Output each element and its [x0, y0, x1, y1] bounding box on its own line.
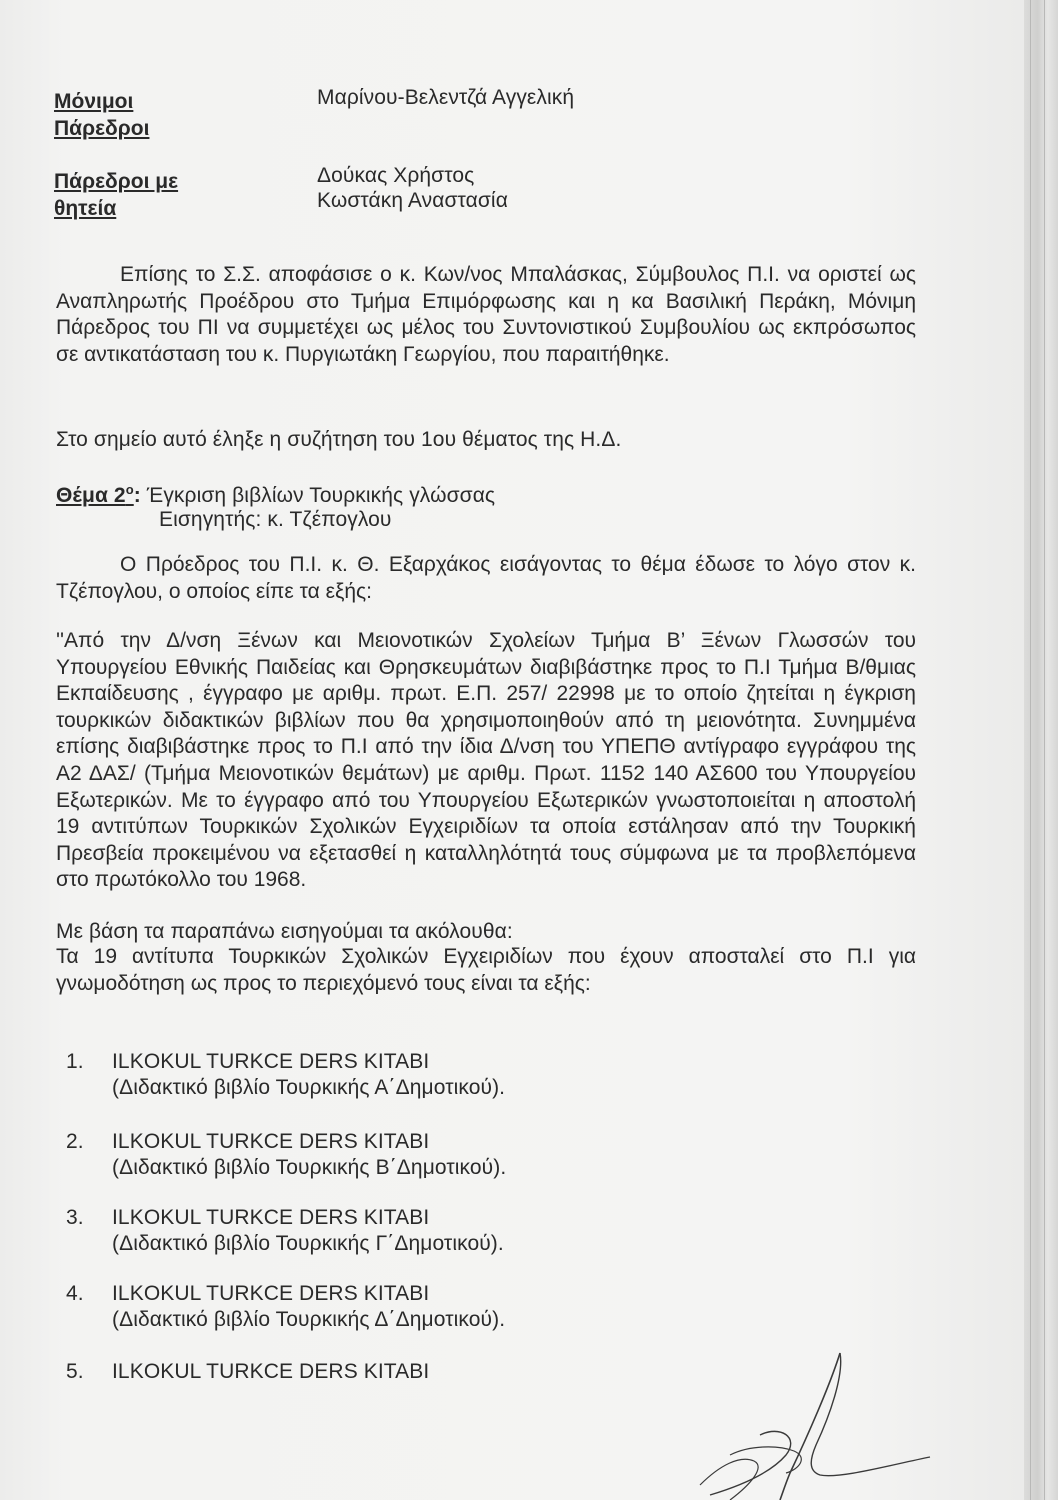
handwritten-signature [690, 1345, 950, 1500]
topic-heading: Θέμα $2^o$: Έγκριση βιβλίων Τουρκικής γλώσσας [56, 482, 496, 507]
list-item: 2. ILKOKUL TURKCE DERS KITABI [66, 1130, 430, 1153]
seconded-label-line2: θητεία [54, 197, 117, 220]
list-item: 3. ILKOKUL TURKCE DERS KITABI [66, 1206, 430, 1229]
permanent-label-line2: Πάρεδροι [54, 117, 150, 140]
list-item: 1. ILKOKUL TURKCE DERS KITABI [66, 1050, 430, 1073]
appointment-paragraph: Επίσης το Σ.Σ. αποφάσισε ο κ. Κων/νος Μπαλάσκας, Σύμβουλος Π.Ι. να οριστεί ως Αναπληρωτής Προέδρου στο Τμήμα Επιμόρφωσης και η κα Βασιλική Περάκη, Μόνιμη Πάρεδρος του ΠΙ να συμμετέχει ως μέλος του Συντονιστικού Συμβουλίου ως εκπρόσωπος σε αντικατάσταση του κ. Πυργιωτάκη Γεωργίου, που παραιτήθηκε. [56, 263, 916, 366]
list-item: 4. ILKOKUL TURKCE DERS KITABI [66, 1282, 430, 1305]
end-of-topic-sentence: Στο σημείο αυτό έληξε η συζήτηση του 1ου θέματος της Η.Δ. [56, 428, 622, 451]
page-binding-shadow [1024, 0, 1058, 1500]
permanent-label: Μόνιμοι [54, 90, 134, 113]
list-item-description: (Διδακτικό βιβλίο Τουρκικής Γ΄Δημοτικού). [112, 1232, 504, 1255]
binding-edge [1030, 0, 1031, 1500]
binding-edge [1044, 0, 1045, 1500]
copies-paragraph: Τα 19 αντίτυπα Τουρκικών Σχολικών Εγχειριδίων που έχουν αποσταλεί στο Π.Ι για γνωμοδότηση ως προς το περιεχόμενό τους είναι τα εξής: [56, 945, 916, 995]
quote-paragraph: ''Από την Δ/νση Ξένων και Μειονοτικών Σχολείων Τμήμα Β’ Ξένων Γλωσσών του Υπουργείου Εθνικής Παιδείας και Θρησκευμάτων διαβιβάστηκε προς το Π.Ι Τμήμα Β/θμιας Εκπαίδευσης , έγγραφο με αριθμ. πρωτ. Ε.Π. 257/ 22998 με το οποίο ζητείται η έγκριση τουρκικών διδακτικών βιβλίων που θα χρησιμοποιηθούν από τη μειονότητα. Συνημμένα επίσης διαβιβάστηκε προς το Π.Ι από την ίδια Δ/νση του ΥΠΕΠΘ αντίγραφο εγγράφου της Α2 ΔΑΣ/ (Τμήμα Μειονοτικών θεμάτων) με αριθμ. Πρωτ. 1152 140 ΑΣ600 του Υπουργείου Εξωτερικών. Με το έγγραφο από του Υπουργείου Εξωτερικών γνωστοποιείται η αποστολή 19 αντιτύπων Τουρκικών Σχολικών Εγχειριδίων τα οποία εστάλησαν από την Τουρκική Πρεσβεία προκειμένου να εξετασθεί η καταλληλότητά τους σύμφωνα με τα προβλεπόμενα στο πρωτόκολλο του 1968. [56, 629, 916, 892]
topic-title: Έγκριση βιβλίων Τουρκικής γλώσσας [146, 484, 496, 507]
seconded-member-name: Κωστάκη Αναστασία [317, 189, 508, 212]
president-paragraph: Ο Πρόεδρος του Π.Ι. κ. Θ. Εξαρχάκος εισάγοντας το θέμα έδωσε το λόγο στον κ. Τζέπογλου, ο οποίος είπε τα εξής: [56, 553, 916, 603]
list-item-description: (Διδακτικό βιβλίο Τουρκικής Β΄Δημοτικού). [112, 1156, 507, 1179]
signature-stroke [811, 1353, 930, 1476]
list-item: 5. ILKOKUL TURKCE DERS KITABI [66, 1360, 430, 1383]
permanent-member-name: Μαρίνου-Βελεντζά Αγγελική [317, 86, 575, 109]
topic-label: Θέμα $2^o$ [56, 482, 134, 507]
list-item-description: (Διδακτικό βιβλίο Τουρκικής Δ΄Δημοτικού). [112, 1308, 506, 1331]
list-item-description: (Διδακτικό βιβλίο Τουρκικής Α΄Δημοτικού). [112, 1076, 506, 1099]
seconded-member-name: Δούκας Χρήστος [317, 164, 475, 187]
signature-stroke [710, 1431, 791, 1495]
topic-rapporteur: Εισηγητής: κ. Τζέπογλου [159, 508, 392, 531]
signature-stroke [780, 1353, 840, 1500]
basis-sentence: Με βάση τα παραπάνω εισηγούμαι τα ακόλουθα: [56, 920, 513, 943]
seconded-label: Πάρεδροι με [54, 170, 179, 193]
